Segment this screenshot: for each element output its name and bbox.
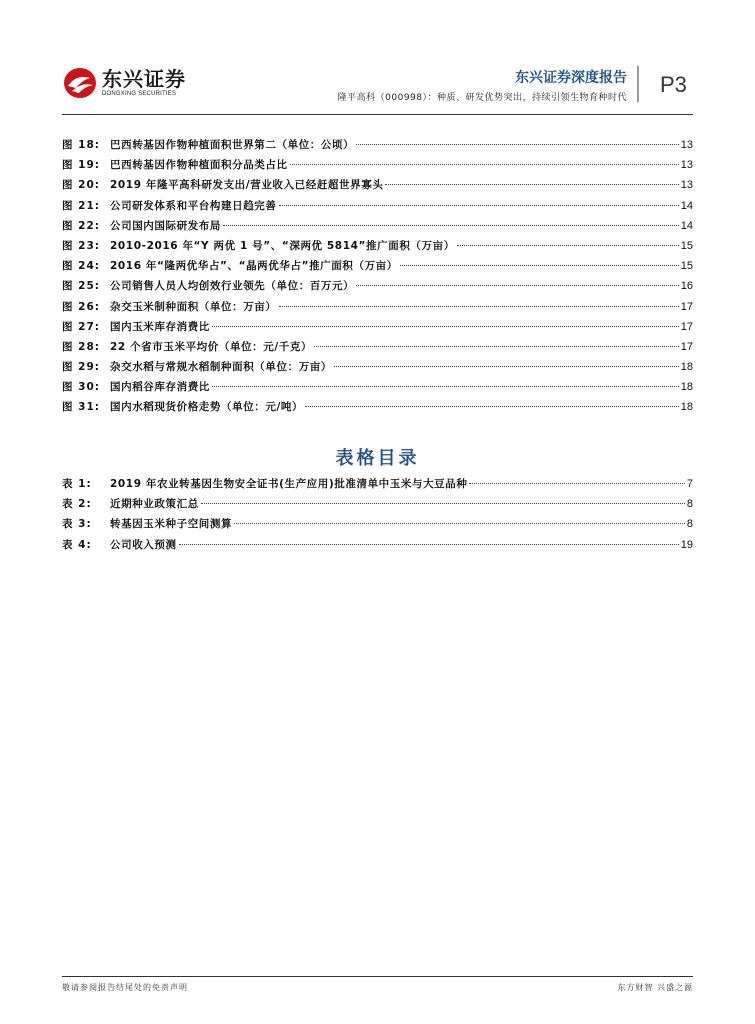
toc-entry-title[interactable]: 国内稻谷库存消费比	[110, 381, 210, 394]
figure-toc-entry[interactable]	[62, 278, 693, 298]
figure-toc-entry[interactable]	[62, 177, 693, 197]
toc-entry-label: 表 2:	[62, 498, 92, 511]
toc-entry-page: 17	[680, 300, 693, 313]
toc-dot-leader	[385, 184, 678, 185]
toc-entry-page: 13	[680, 179, 693, 192]
toc-entry-page: 18	[680, 401, 693, 414]
company-logo	[62, 66, 186, 100]
table-toc-list	[62, 476, 693, 557]
toc-entry-page: 7	[686, 478, 693, 490]
toc-entry-label: 表 3:	[62, 518, 92, 531]
toc-dot-leader	[356, 144, 679, 145]
figure-toc-entry[interactable]	[62, 299, 693, 319]
logo-en-text: DONGXING SECURITIES	[102, 91, 177, 97]
report-subtitle: 隆平高科（000998）：种质、研发优势突出，持续引领生物育种时代	[337, 93, 627, 103]
footer-rule	[62, 976, 693, 977]
toc-entry-page: 18	[680, 361, 693, 374]
page-number: P3	[660, 72, 687, 97]
logo-cn-text: 东兴证券	[102, 67, 186, 91]
toc-entry-title[interactable]: 转基因玉米种子空间测算	[110, 518, 233, 531]
toc-entry-page: 17	[680, 320, 693, 333]
toc-dot-leader	[290, 164, 679, 165]
toc-dot-leader	[457, 245, 679, 246]
toc-entry-label: 表 1:	[62, 478, 92, 490]
toc-entry-title[interactable]: 公司收入预测	[110, 538, 177, 551]
toc-entry-title[interactable]: 2019 年农业转基因生物安全证书(生产应用)批准清单中玉米与大豆品种	[110, 478, 468, 490]
toc-entry-page: 19	[680, 538, 693, 551]
toc-dot-leader	[400, 265, 679, 266]
figure-toc-entry[interactable]	[62, 339, 693, 359]
toc-entry-page: 17	[680, 340, 693, 353]
toc-entry-title[interactable]: 公司研发体系和平台构建日趋完善	[110, 199, 277, 212]
toc-entry-page: 16	[680, 280, 693, 293]
toc-dot-leader	[279, 205, 679, 206]
toc-entry-page: 13	[680, 159, 693, 172]
toc-entry-title[interactable]: 2010-2016 年“Y 两优 1 号”、“深两优 5814”推广面积（万亩）	[110, 239, 455, 252]
figure-toc-entry[interactable]	[62, 218, 693, 238]
table-toc-entry[interactable]	[62, 537, 693, 557]
toc-entry-label: 图 21:	[62, 199, 100, 212]
toc-entry-label: 图 24:	[62, 260, 100, 273]
toc-entry-page: 13	[680, 139, 693, 151]
logo-mark-icon	[62, 66, 98, 100]
toc-entry-label: 图 29:	[62, 361, 100, 374]
toc-dot-leader	[314, 346, 679, 347]
header-divider	[637, 66, 639, 102]
figure-toc-entry[interactable]	[62, 359, 693, 379]
toc-entry-label: 图 23:	[62, 239, 100, 252]
toc-entry-label: 图 28:	[62, 340, 100, 353]
tables-heading: 表格目录	[335, 448, 420, 469]
toc-entry-title[interactable]: 公司销售人员人均创效行业领先（单位：百万元）	[110, 280, 355, 293]
table-toc-entry[interactable]	[62, 476, 693, 496]
toc-entry-label: 图 20:	[62, 179, 100, 192]
report-title: 东兴证券深度报告	[515, 70, 627, 86]
toc-entry-label: 图 18:	[62, 139, 100, 151]
toc-dot-leader	[305, 406, 679, 407]
toc-entry-page: 14	[680, 219, 693, 232]
toc-entry-title[interactable]: 国内水稻现货价格走势（单位：元/吨）	[110, 401, 304, 414]
figure-toc-entry[interactable]	[62, 319, 693, 339]
footer-slogan: 东方财智 兴盛之源	[617, 983, 693, 992]
toc-entry-title[interactable]: 2016 年“隆两优华占”、“晶两优华占”推广面积（万亩）	[110, 260, 398, 273]
toc-dot-leader	[234, 523, 685, 524]
toc-entry-page: 15	[680, 239, 693, 252]
toc-entry-label: 图 19:	[62, 159, 100, 172]
figure-toc-entry[interactable]	[62, 238, 693, 258]
figure-toc-entry[interactable]	[62, 137, 693, 157]
toc-dot-leader	[334, 366, 679, 367]
toc-entry-title[interactable]: 杂交水稻与常规水稻制种面积（单位：万亩）	[110, 361, 332, 374]
toc-dot-leader	[223, 225, 679, 226]
toc-entry-label: 表 4:	[62, 538, 92, 551]
toc-entry-title[interactable]: 2019 年隆平高科研发支出/营业收入已经赶超世界寡头	[110, 179, 384, 192]
toc-entry-label: 图 25:	[62, 280, 100, 293]
figure-toc-entry[interactable]	[62, 198, 693, 218]
toc-entry-title[interactable]: 公司国内国际研发布局	[110, 219, 221, 232]
toc-dot-leader	[179, 544, 679, 545]
figure-toc-list	[62, 137, 693, 420]
toc-entry-label: 图 30:	[62, 381, 100, 394]
toc-entry-title[interactable]: 22 个省市玉米平均价（单位：元/千克）	[110, 340, 313, 353]
toc-entry-page: 15	[680, 260, 693, 273]
toc-dot-leader	[212, 326, 679, 327]
toc-dot-leader	[201, 503, 685, 504]
figure-toc-entry[interactable]	[62, 258, 693, 278]
toc-entry-title[interactable]: 国内玉米库存消费比	[110, 320, 210, 333]
header-rule	[62, 114, 693, 115]
figure-toc-entry[interactable]	[62, 157, 693, 177]
toc-dot-leader	[212, 386, 679, 387]
table-toc-entry[interactable]	[62, 496, 693, 516]
toc-dot-leader	[356, 285, 679, 286]
toc-entry-title[interactable]: 近期种业政策汇总	[110, 498, 199, 511]
figure-toc-entry[interactable]	[62, 379, 693, 399]
toc-entry-page: 14	[680, 199, 693, 212]
toc-entry-label: 图 27:	[62, 320, 100, 333]
toc-entry-title[interactable]: 巴西转基因作物种植面积世界第二（单位：公顷）	[110, 139, 355, 151]
toc-entry-title[interactable]: 巴西转基因作物种植面积分品类占比	[110, 159, 288, 172]
toc-entry-label: 图 31:	[62, 401, 100, 414]
toc-entry-title[interactable]: 杂交玉米制种面积（单位：万亩）	[110, 300, 277, 313]
toc-entry-label: 图 22:	[62, 219, 100, 232]
figure-toc-entry[interactable]	[62, 399, 693, 419]
toc-dot-leader	[279, 306, 679, 307]
toc-entry-label: 图 26:	[62, 300, 100, 313]
toc-dot-leader	[469, 483, 684, 484]
toc-entry-page: 8	[686, 498, 693, 511]
toc-entry-page: 8	[686, 518, 693, 531]
table-toc-entry[interactable]	[62, 516, 693, 536]
footer-disclaimer: 敬请参阅报告结尾处的免责声明	[62, 983, 188, 992]
toc-entry-page: 18	[680, 381, 693, 394]
